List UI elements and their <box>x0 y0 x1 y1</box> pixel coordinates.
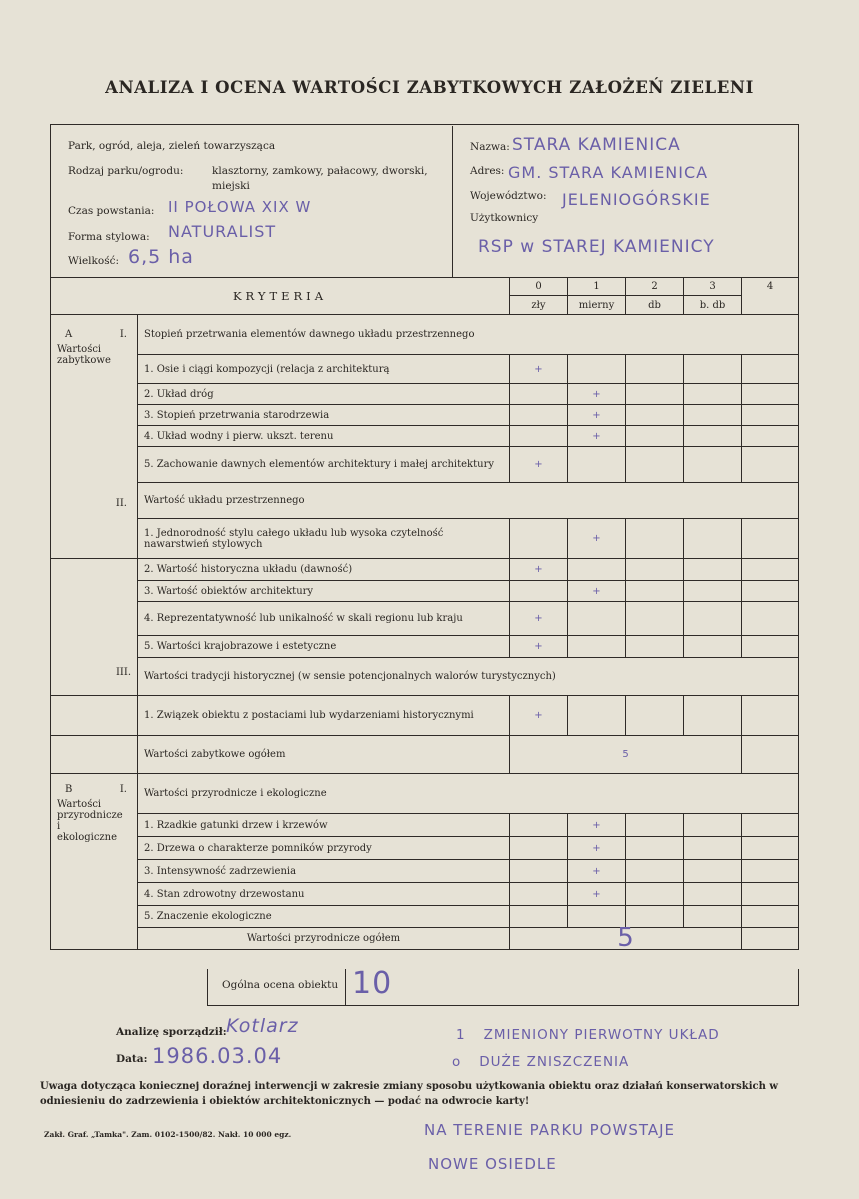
criterion-label: 3. Stopień przetrwania starodrzewia <box>138 405 510 426</box>
section-a-code: A <box>65 329 73 340</box>
criterion-label: 1. Osie i ciągi kompozycji (relacja z architekturą <box>138 355 510 384</box>
criterion-label: 3. Wartość obiektów architektury <box>138 581 510 602</box>
czas-label: Czas powstania: <box>68 205 155 217</box>
section-b-name: Wartości przyrodnicze i ekologiczne <box>57 799 123 843</box>
rodzaj-options: klasztorny, zamkowy, pałacowy, dworski, <box>212 165 428 177</box>
print-info: Zakł. Graf. „Tamka". Zam. 0102-1500/82. Nakł. 10 000 egz. <box>44 1130 292 1139</box>
score-number: 3 <box>684 278 742 296</box>
criterion-label: 4. Układ wodny i pierw. ukszt. terenu <box>138 426 510 447</box>
data-value: 1986.03.04 <box>152 1044 283 1068</box>
score-label: db <box>626 296 684 315</box>
group-2-roman: II. <box>115 498 127 509</box>
object-type-line: Park, ogród, aleja, zieleń towarzysząca <box>68 140 276 152</box>
section-a-roman: I. <box>119 329 127 340</box>
czas-value: II POŁOWA XIX W <box>168 198 312 216</box>
uzytkownicy-label: Użytkownicy <box>470 212 539 224</box>
przyrodnicze-total-label: Wartości przyrodnicze ogółem <box>138 928 510 950</box>
criteria-table <box>50 277 799 953</box>
score-mark: + <box>568 883 626 906</box>
zabytkowe-total-value: 5 <box>510 736 742 774</box>
criterion-label: 2. Wartość historyczna układu (dawność) <box>138 559 510 581</box>
forma-label: Forma stylowa: <box>68 231 150 243</box>
score-mark: + <box>510 636 568 658</box>
score-mark: + <box>568 837 626 860</box>
nazwa-label: Nazwa: <box>470 141 510 153</box>
section-b-roman: I. <box>119 784 127 795</box>
criterion-label: 5. Wartości krajobrazowe i estetyczne <box>138 636 510 658</box>
data-label: Data: <box>116 1053 148 1065</box>
group-title: Wartość układu przestrzennego <box>138 483 799 519</box>
group-3-roman: III. <box>115 667 131 678</box>
score-mark: + <box>510 602 568 636</box>
score-mark: + <box>568 384 626 405</box>
criterion-label: 2. Drzewa o charakterze pomników przyrody <box>138 837 510 860</box>
criterion-label: 3. Intensywność zadrzewienia <box>138 860 510 883</box>
criterion-label: 2. Układ dróg <box>138 384 510 405</box>
uwaga-text: Uwaga dotycząca konieczneј doraźnej interwencji w zakresie zmiany sposobu użytkowania obiektu oraz działań konserwatorskich w odniesieniu do zadrzewienia i obiektów architektonicznych — podać na odwrocie karty! <box>40 1081 778 1107</box>
score-mark: + <box>568 405 626 426</box>
group-3-roman-cell <box>51 559 138 696</box>
score-number: 2 <box>626 278 684 296</box>
score-label: zły <box>510 296 568 315</box>
nazwa-value: STARA KAMIENICA <box>512 135 681 155</box>
criterion-label: 1. Jednorodność stylu całego układu lub wysoka czytelność nawarstwień stylowych <box>138 519 510 559</box>
score-mark: + <box>568 426 626 447</box>
zabytkowe-total-label: Wartości zabytkowe ogółem <box>138 736 510 774</box>
score-mark: + <box>568 814 626 837</box>
forma-value: NATURALIST <box>168 222 277 241</box>
wojewodztwo-label: Województwo: <box>470 190 547 202</box>
section-a-cell <box>51 315 138 559</box>
score-mark: + <box>568 581 626 602</box>
score-mark: + <box>510 447 568 483</box>
note-2-text: DUŻE ZNISZCZENIA <box>479 1054 630 1070</box>
section-a-name: Wartości zabytkowe <box>57 344 111 366</box>
criterion-label: 4. Reprezentatywność lub unikalność w skali regionu lub kraju <box>138 602 510 636</box>
analiza-value: Kotlarz <box>226 1015 299 1037</box>
score-label: b. db <box>684 296 742 315</box>
criterion-label: 1. Związek obiektu z postaciami lub wydarzeniami historycznymi <box>138 696 510 736</box>
score-number: 4 <box>742 278 799 315</box>
header-divider <box>452 126 453 277</box>
note-1-marker: 1 <box>456 1027 466 1043</box>
wielkosc-value: 6,5 ha <box>128 246 194 268</box>
section-b-cell <box>51 774 138 950</box>
ogolna-divider <box>345 969 346 1006</box>
ogolna-label: Ogólna ocena obiektu <box>222 979 339 991</box>
criterion-label: 5. Zachowanie dawnych elementów architektury i małej architektury <box>138 447 510 483</box>
group-title: Stopień przetrwania elementów dawnego układu przestrzennego <box>138 315 799 355</box>
group-title: Wartości przyrodnicze i ekologiczne <box>138 774 799 814</box>
note-2 <box>452 1054 629 1070</box>
adres-label: Adres: <box>470 165 505 177</box>
score-number: 1 <box>568 278 626 296</box>
note-3: NA TERENIE PARKU POWSTAJE <box>424 1121 675 1139</box>
ogolna-value: 10 <box>352 966 393 1001</box>
adres-value: GM. STARA KAMIENICA <box>508 163 709 182</box>
group-title: Wartości tradycji historycznej (w sensie potencjonalnych walorów turystycznych) <box>138 658 799 696</box>
wojewodztwo-value: JELENIOGÓRSKIE <box>562 190 711 209</box>
note-2-marker: o <box>452 1054 462 1070</box>
rodzaj-label: Rodzaj parku/ogrodu: <box>68 165 184 177</box>
section-b-code: B <box>65 784 73 795</box>
score-mark: + <box>510 696 568 736</box>
note-1 <box>456 1027 720 1043</box>
score-mark: + <box>510 355 568 384</box>
score-label: mierny <box>568 296 626 315</box>
kryteria-heading: KRYTERIA <box>51 278 510 315</box>
criterion-label: 1. Rzadkie gatunki drzew i krzewów <box>138 814 510 837</box>
score-mark: + <box>568 860 626 883</box>
analiza-label: Analizę sporządził: <box>116 1026 227 1038</box>
page-title: ANALIZA I OCENA WARTOŚCI ZABYTKOWYCH ZAŁOŻEŃ ZIELENI <box>105 78 754 97</box>
wielkosc-label: Wielkość: <box>68 255 120 267</box>
note-4: NOWE OSIEDLE <box>428 1155 557 1173</box>
rodzaj-options-2: miejski <box>212 180 250 192</box>
score-mark: + <box>510 559 568 581</box>
uzytkownicy-value: RSP w STAREJ KAMIENICY <box>478 237 715 257</box>
przyrodnicze-total-value: 5 <box>510 928 742 950</box>
criterion-label: 4. Stan zdrowotny drzewostanu <box>138 883 510 906</box>
score-mark: + <box>568 519 626 559</box>
note-1-text: ZMIENIONY PIERWOTNY UKŁAD <box>483 1027 720 1043</box>
score-number: 0 <box>510 278 568 296</box>
criterion-label: 5. Znaczenie ekologiczne <box>138 906 510 928</box>
